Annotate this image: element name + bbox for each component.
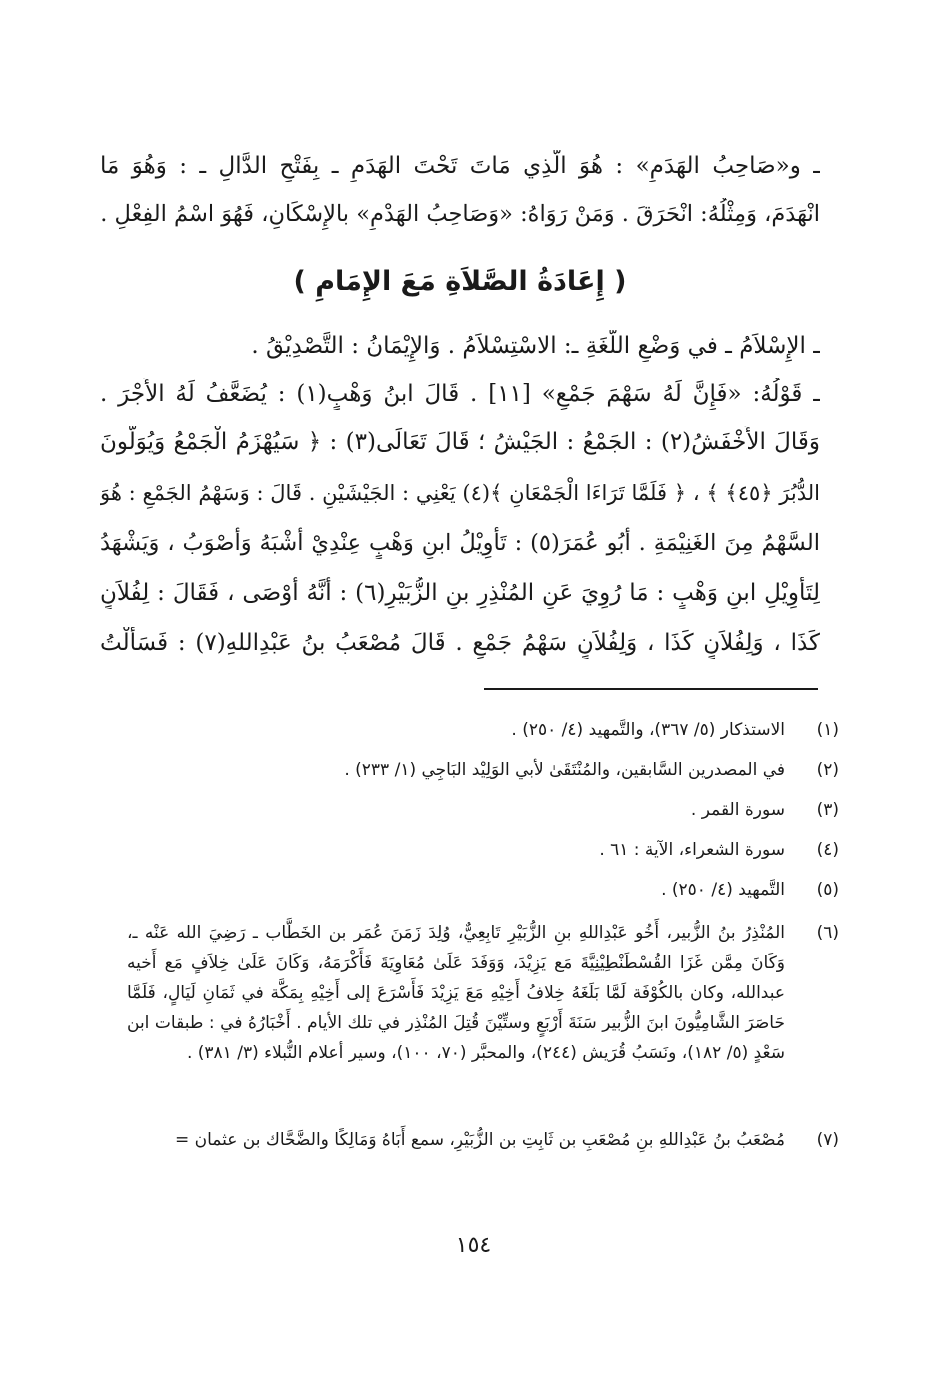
footnote-number: (٢) [816,760,839,780]
footnote-number: (١) [816,720,839,740]
footnote-separator [484,688,818,690]
footnote [127,755,837,785]
footnote-number: (٧) [816,1130,839,1150]
footnote [127,715,837,745]
body-line: وَقَالَ الأَخْفَشُ(٢) : الجَمْعُ : الجَيْشُ ؛ قَالَ تَعَالَى(٣) : ﴿ سَيُهْزَمُ الْجَمْعُ وَيُوَلُّونَ [100,429,820,455]
footnote [127,875,837,905]
footnote [127,795,837,825]
footnote-text: مُصْعَبُ بنُ عَبْدِاللهِ بنِ مُصْعَبِ بن ثَابِتِ بن الزُّبَيْرِ، سمع أَبَاهُ وَمَالِكًا والضَّحَّاك بن عثمان = [174,1130,785,1150]
footnote-text: سورة القمر . [690,800,785,820]
footnote-text: في المصدرين السَّابقين، والمُنْتَقَىٰ لأبي الوَلِيْد البَاجِي (١/ ٢٣٣) . [344,760,785,780]
body-line: انْهَدَمَ، وَمِثْلُهُ: انْحَرَقَ . وَمَنْ رَوَاهُ: «وَصَاحِبُ الهَدْمِ» بالإِسْكَانِ، فَهُوَ اسْمُ الفِعْلِ . [100,201,820,227]
footnote-number: (٤) [816,840,839,860]
footnote-text: المُنْذِرُ بنُ الزُّبير، أَخُو عَبْدِاللهِ بنِ الزُّبَيْرِ تَابِعِيٌّ، وُلِدَ زَمَنَ عُمَر بن الخَطَّاب ـ رَضِيَ الله عَنْه ـ، وَكَانَ مِمَّن غَزَا القُسْطَنْطِيْنِيَّةَ مَع يَزِيْدَ، وَوَفَدَ عَلَىٰ مُعَاوِيَةَ فَأَكْرَمَهُ، وَكَانَ عَلَىٰ خِلاَفٍ مَع أَخيه عبدالله، وكان بالكُوْفَة لَمَّا بَلَغَهُ خِلافُ أَخِيْهِ مَعَ يَزِيْدَ فَأَسْرَعَ إلى أَخِيْهِ بِمَكَّة في ثَمَانِ لَيَالٍ، فَلَمَّا حَاصَرَ الشَّامِيُّونَ ابنَ الزُّبير سَنَةَ أَرْبَعٍ وستِّيْنَ قُتِلَ المُنْذِر في تلك الأيام . أَخْبَارُهُ في : طبقات ابن سَعْدٍ (٥/ ١٨٢)، ونَسَبُ قُرَيش (٢٤٤)، والمحبَّر (٧٠، ١٠٠)، وسير أعلام النُّبلاء (٣/ ٣٨١) . [127,923,785,1063]
footnote-text: التَّمهيد (٤/ ٢٥٠) . [661,880,785,900]
body-line: السَّهْمُ مِنَ الغَنِيْمَةِ . أَبُو عُمَرَ(٥) : تَأْوِيْلُ ابنِ وَهْبٍ عِنْدِيْ أَشْبَهُ وَأَصْوَبُ ، وَيَشْهَدُ [100,530,820,556]
body-line: ـ الإِسْلاَمُ ـ في وَضْعِ اللُّغَةِ ـ: الاسْتِسْلاَمُ . وَالإِيْمَانُ : التَّصْدِيْقُ . [251,333,820,359]
footnote-number: (٣) [816,800,839,820]
body-line: ـ قَوْلُهُ: «فَإِنَّ لَهُ سَهْمَ جَمْعٍ» [١١] . قَالَ ابنُ وَهْبٍ(١) : يُضَعَّفُ لَهُ الأَجْرَ . [100,381,820,407]
footnote-number: (٦) [816,923,839,943]
footnote-text: سورة الشعراء، الآية : ٦١ . [599,840,785,860]
footnote [127,1125,837,1155]
footnote-text: الاستذكار (٥/ ٣٦٧)، والتَّمهيد (٤/ ٢٥٠) . [511,720,785,740]
footnote-number: (٥) [816,880,839,900]
body-line: لِتَأْوِيْلِ ابنِ وَهْبٍ : مَا رُوِيَ عَنِ المُنْذِرِ بنِ الزُّبَيْرِ(٦) : أَنَّهُ أَوْصَى ، فَقَالَ : لِفُلاَنٍ [100,580,820,606]
footnote [127,918,837,1068]
body-line: الدُّبُرَ ﴿٤٥﴾ ﴾ ، ﴿ فَلَمَّا تَرَاءَا الْجَمْعَانِ ﴾(٤) يَعْنِي : الجَيْشَيْنِ . قَالَ : وَسَهْمُ الجَمْعِ : هُوَ [100,481,820,505]
body-line: ـ و«صَاحِبُ الهَدَمِ» : هُوَ الَّذِي مَاتَ تَحْتَ الهَدَمِ ـ بِفَتْحِ الدَّالِ ـ : وَهُوَ مَا [100,153,820,179]
section-heading: ( إِعَادَةُ الصَّلاَةِ مَعَ الإِمَامِ ) [293,266,627,297]
footnote [127,835,837,865]
body-line: كَذَا ، وَلِفُلاَنٍ كَذَا ، وَلِفُلاَنٍ سَهْمُ جَمْعٍ . قَالَ مُصْعَبُ بنُ عَبْدِاللهِ(٧) : فَسَأَلْتُ [100,630,820,656]
page-number: ١٥٤ [455,1233,492,1258]
